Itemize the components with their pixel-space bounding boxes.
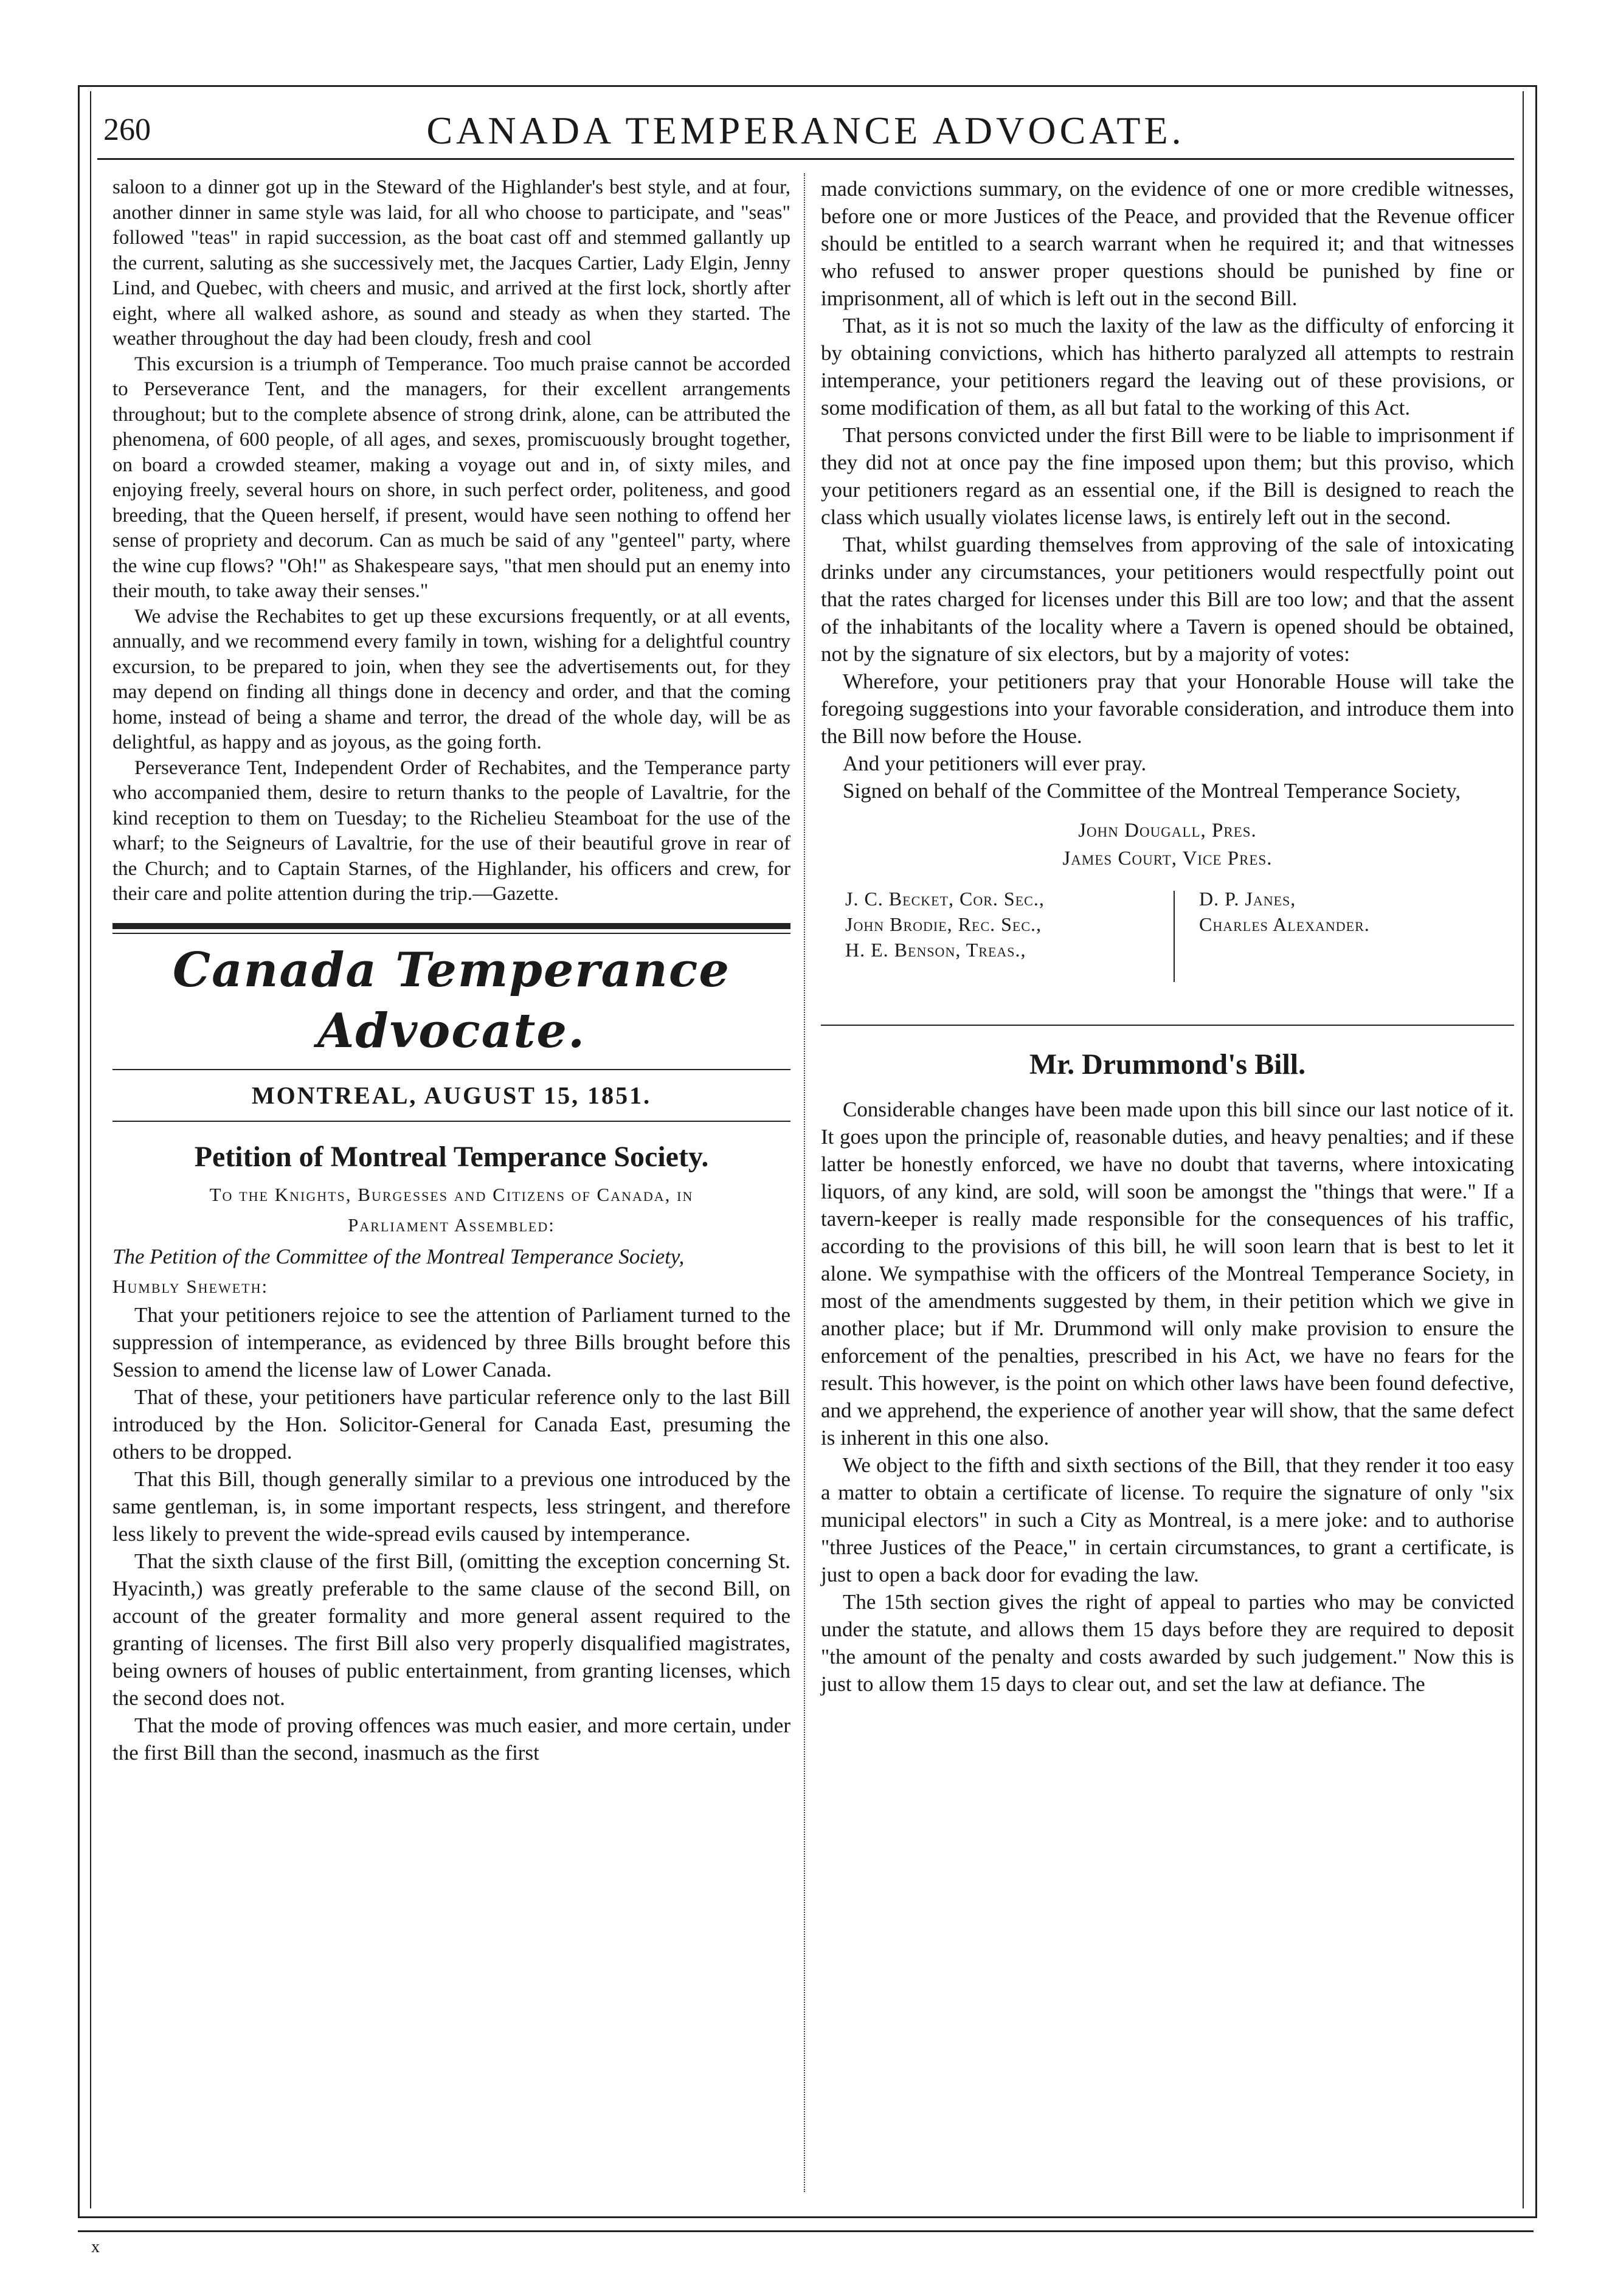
- officer-name: John Brodie, Rec. Sec.,: [845, 913, 1042, 935]
- right-column: [821, 175, 1514, 1698]
- masthead-rule-thin: [112, 933, 790, 934]
- officer-name: D. P. Janes,: [1199, 888, 1296, 910]
- petition-paragraph: Wherefore, your petitioners pray that your Honorable House will take the foregoing suggestions into your favorable consideration, and introduce them into the Bill now before the House.: [821, 669, 1514, 748]
- editorial-paragraph: Considerable changes have been made upon this bill since our last notice of it. It goes upon the principle of, reasonable duties, and heavy penalties; and if these latter be honestly enforced, we have no doubt that taverns, where intoxicating liquors, of any kind, are sold, will soon be amongst the "things that were." If a tavern-keeper is really made responsible for the consequences of his traffic, according to the provisions of this bill, he will soon learn that is best to let it alone. We sympathise with the officers of the Montreal Temperance Society, in most of the amendments suggested by them, in their petition which we give in another place; but if Mr. Drummond will only make provision to ensure the enforcement of the penalties, prescribed in his Act, we have no fears for the result. This however, is the point on which other laws have been found defective, and we apprehend, the experience of another year will show, that the same defect is inherent in this one also.: [821, 1098, 1514, 1450]
- petition-paragraph: That the sixth clause of the first Bill, (omitting the exception concerning St. Hyacinth,) was greatly preferable to the same clause of the second Bill, on account of the greater formality and more general assent required to the granting of licenses. The first Bill also very properly disqualified magistrates, being owners of houses of public entertainment, from granting licenses, which the second does not.: [112, 1549, 790, 1710]
- petition-heading: Petition of Montreal Temperance Society.: [194, 1140, 709, 1173]
- officers-left: [821, 886, 1161, 963]
- page-header: [97, 108, 1514, 151]
- footer-mark: x: [91, 2238, 100, 2256]
- petition-paragraph: That your petitioners rejoice to see the attention of Parliament turned to the suppression of intemperance, as evidenced by three Bills brought before this Session to amend the license law of Lower Canada.: [112, 1302, 790, 1381]
- left-column: [112, 175, 790, 1766]
- petition-paragraph: That this Bill, though generally similar to a previous one introduced by the same gentleman, is, in some important respects, less stringent, and therefore less likely to prevent the wide-spread evils caused by intemperance.: [112, 1467, 790, 1546]
- petition-paragraph: And your petitioners will ever pray.: [843, 752, 1147, 775]
- article-paragraph: saloon to a dinner got up in the Steward of the Highlander's best style, and at four, another dinner in same style was laid, for all who choose to participate, and "seas" followed "teas" in rapid succession, as the boat cast off and stemmed gallantly up the current, saluting as she successively met, the Jacques Cartier, Lady Elgin, Jenny Lind, and Quebec, with cheers and music, and arrived at the first lock, shortly after eight, where all walked ashore, as sound and steady as when they started. The weather throughout the day had been cloudy, fresh and cool: [112, 176, 790, 350]
- article-paragraph: We advise the Rechabites to get up these excursions frequently, or at all events, annually, and we recommend every family in town, wishing for a delightful country excursion, to be prepared to join, when they see the advertisements out, for they may depend on finding all things done in decency and order, and that the coming home, instead of being a shame and terror, the dread of the whole day, will be as delightful, as happy and as joyous, as the going forth.: [112, 605, 790, 753]
- article-paragraph: This excursion is a triumph of Temperance. Too much praise cannot be accorded to Perseverance Tent, and the managers, for their excellent arrangements throughout; but to the complete absence of strong drink, alone, can be attributed the phenomena, of 600 people, of all ages, and sexes, promiscuously brought together, on board a crowded steamer, making a voyage out and in, of sixty miles, and enjoying freely, several hours on shore, in such perfect order, politeness, and good breeding, that the Queen herself, if present, would have seen nothing to offend her sense of propriety and decorum. Can as much be said of any "genteel" party, where the wine cup flows? "Oh!" as Shakespeare says, "that men should put an enemy into their mouth, to take away their senses.": [112, 353, 790, 602]
- signatory-president: John Dougall, Pres.: [1078, 820, 1257, 842]
- masthead-rule: [112, 923, 790, 929]
- dateline: MONTREAL, AUGUST 15, 1851.: [112, 1069, 790, 1122]
- petition-paragraph: That, whilst guarding themselves from approving of the sale of intoxicating drinks under any circumstances, your petitioners would respectfully point out that the rates charged for licenses under this Bill are too low; and that the assent of the inhabitants of the locality where a Tavern is opened should be obtained, not by the signature of six electors, but by a majority of votes:: [821, 533, 1514, 666]
- footer-rule: [78, 2230, 1534, 2232]
- officers-right: [1199, 886, 1370, 937]
- editorial-paragraph: We object to the fifth and sixth sections of the Bill, that they render it too easy a matter to obtain a certificate of license. To require the signature of only "six municipal electors" in such a City as Montreal, is a mere joke: and to authorise "three Justices of the Peace," in certain circumstances, to grant a certificate, is just to open a back door for evading the law.: [821, 1453, 1514, 1586]
- petition-address: To the Knights, Burgesses and Citizens of Canada, in: [209, 1183, 694, 1205]
- page-number: 260: [103, 112, 151, 147]
- officer-name: H. E. Benson, Treas.,: [845, 939, 1026, 961]
- petition-paragraph: made convictions summary, on the evidence of one or more credible witnesses, before one or more Justices of the Peace, and provided that the Revenue officer should be entitled to a search warrant when he required it; and that witnesses who refused to answer proper questions should be punished by fine or imprisonment, all of which is left out in the second Bill.: [821, 177, 1514, 310]
- petition-paragraph: That the mode of proving offences was much easier, and more certain, under the first Bill than the second, inasmuch as the first: [112, 1713, 790, 1765]
- header-rule: [97, 158, 1514, 160]
- petition-paragraph: Signed on behalf of the Committee of the Montreal Temperance Society,: [843, 779, 1461, 803]
- petition-paragraph: That persons convicted under the first Bill were to be liable to imprisonment if they did not at once pay the fine imposed upon them; but this proviso, which your petitioners regard as an essential one, if the Bill is designed to reach the class which usually violates license laws, is entirely left out in the second.: [821, 423, 1514, 529]
- bill-heading: Mr. Drummond's Bill.: [821, 1025, 1514, 1081]
- petition-paragraph: That of these, your petitioners have particular reference only to the last Bill introduced by the Hon. Solicitor-General for Canada East, presuming the others to be dropped.: [112, 1385, 790, 1464]
- officers-list: [821, 886, 1514, 982]
- editorial-paragraph: The 15th section gives the right of appeal to parties who may be convicted under the statute, and allows them 15 days before they are required to deposit "the amount of the penalty and costs awarded by such judgement." Now this is just to allow them 15 days to clear out, and set the law at defiance. The: [821, 1590, 1514, 1696]
- officer-name: Charles Alexander.: [1199, 913, 1370, 935]
- petition-salutation: Humbly Sheweth:: [112, 1275, 269, 1297]
- column-divider: [804, 173, 805, 2192]
- officer-name: J. C. Becket, Cor. Sec.,: [845, 888, 1045, 910]
- petition-subtitle: The Petition of the Committee of the Montreal Temperance Society,: [112, 1244, 685, 1268]
- petition-address: Parliament Assembled:: [348, 1214, 555, 1236]
- officers-divider: [1174, 891, 1175, 982]
- signature-block: [821, 817, 1514, 982]
- masthead-title: Canada Temperance Advocate.: [173, 942, 730, 1059]
- running-title: CANADA TEMPERANCE ADVOCATE.: [426, 109, 1185, 152]
- article-paragraph: Perseverance Tent, Independent Order of Rechabites, and the Temperance party who accompanied them, desire to return thanks to the people of Lavaltrie, for the kind reception to them on Tuesday; to the Richelieu Steamboat for the use of the wharf; to the Seigneurs of Lavaltrie, for the use of their beautiful grove in rear of the Church; and to Captain Starnes, of the Highlander, his officers and crew, for their care and polite attention during the trip.—Gazette.: [112, 756, 790, 905]
- petition-paragraph: That, as it is not so much the laxity of the law as the difficulty of enforcing it by obtaining convictions, which has hitherto paralyzed all attempts to restrain intemperance, your petitioners regard the leaving out of these provisions, or some modification of them, as all but fatal to the working of this Act.: [821, 314, 1514, 420]
- signatory-vice-president: James Court, Vice Pres.: [1062, 848, 1273, 870]
